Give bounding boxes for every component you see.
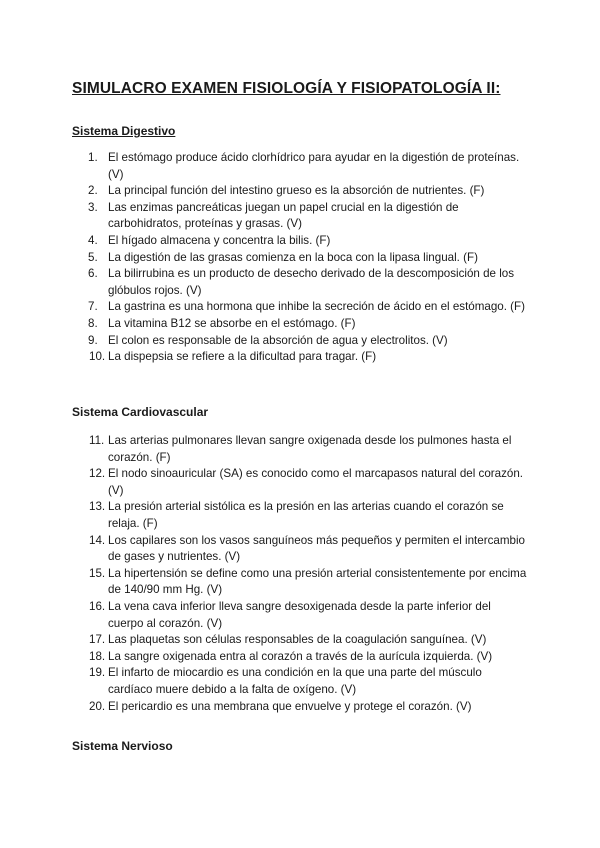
item-text: La presión arterial sistólica es la presión en las arterias cuando el corazón se relaja. (F) [108,500,504,530]
item-number: 7. [88,300,98,314]
item-number: 14. [89,533,106,547]
item-number: 12. [89,467,106,481]
list-item [0,250,528,267]
item-number: 2. [88,184,98,198]
question-list-cardiovascular [0,433,600,715]
list-item [0,599,528,632]
item-number: 17. [89,633,106,647]
item-number: 5. [88,250,98,264]
item-text: Los capilares son los vasos sanguíneos más pequeños y permiten el intercambio de gases y nutrientes. (V) [108,533,525,564]
item-text: La gastrina es una hormona que inhibe la secreción de ácido en el estómago. (F) [108,300,525,314]
list-item [0,533,528,566]
item-text: El pericardio es una membrana que envuelve y protege el corazón. (V) [108,699,472,713]
item-text: La bilirrubina es un producto de desecho derivado de la descomposición de los glóbulos rojos. (V) [108,267,515,297]
list-item [0,665,528,698]
section-heading-nervioso: Sistema Nervioso [72,739,173,753]
question-list-digestivo [0,150,600,366]
item-number: 10. [89,350,106,364]
list-item [0,266,528,299]
item-text: El estómago produce ácido clorhídrico para ayudar en la digestión de proteínas. (V) [108,151,520,181]
list-item [0,200,528,233]
item-number: 16. [89,599,106,613]
item-number: 18. [89,649,106,663]
list-item [0,499,528,532]
item-number: 15. [89,566,106,580]
item-number: 13. [89,500,106,514]
list-item [0,316,528,333]
list-item [0,333,528,350]
item-number: 4. [88,233,98,247]
list-item [0,183,528,200]
item-text: Las plaquetas son células responsables de la coagulación sanguínea. (V) [108,633,487,647]
list-item [0,632,528,649]
section-heading-cardiovascular: Sistema Cardiovascular [72,405,209,419]
item-number: 6. [88,267,98,281]
item-text: La dispepsia se refiere a la dificultad para tragar. (F) [108,350,377,364]
list-item [0,233,528,250]
item-text: La vitamina B12 se absorbe en el estómago. (F) [108,316,356,330]
list-item [0,699,528,716]
item-number: 1. [88,151,98,164]
list-item [0,299,528,316]
list-item [0,649,528,666]
list-item [0,466,528,499]
item-text: La sangre oxigenada entra al corazón a través de la aurícula izquierda. (V) [108,649,493,663]
page-title: SIMULACRO EXAMEN FISIOLOGÍA Y FISIOPATOLOGÍA II: [72,80,501,97]
item-text: El infarto de miocardio es una condición en la que una parte del músculo cardíaco muere debido a la falta de oxígeno. (V) [108,666,482,696]
item-text: La vena cava inferior lleva sangre desoxigenada desde la parte inferior del cuerpo al corazón. (V) [108,599,491,630]
list-item [0,433,528,466]
item-number: 3. [88,200,98,214]
item-text: El nodo sinoauricular (SA) es conocido como el marcapasos natural del corazón. (V) [108,467,524,497]
item-number: 9. [88,333,98,347]
item-text: La principal función del intestino grueso es la absorción de nutrientes. (F) [108,184,485,198]
item-text: El colon es responsable de la absorción de agua y electrolitos. (V) [108,333,448,347]
item-text: La digestión de las grasas comienza en la boca con la lipasa lingual. (F) [108,250,478,264]
section-heading-digestivo: Sistema Digestivo [72,124,176,138]
item-text: La hipertensión se define como una presión arterial consistentemente por encima de 140/90 mm Hg. (V) [108,566,527,597]
item-text: El hígado almacena y concentra la bilis. (F) [108,233,331,247]
list-item [0,349,528,366]
item-number: 11. [89,434,105,447]
list-item [0,150,528,183]
item-text: Las enzimas pancreáticas juegan un papel crucial en la digestión de carbohidratos, proteínas y grasas. (V) [108,200,459,231]
item-number: 19. [89,666,106,680]
item-number: 8. [88,316,98,330]
item-number: 20. [89,699,106,713]
list-item [0,566,528,599]
item-text: Las arterias pulmonares llevan sangre oxigenada desde los pulmones hasta el corazón. (F) [108,434,512,464]
